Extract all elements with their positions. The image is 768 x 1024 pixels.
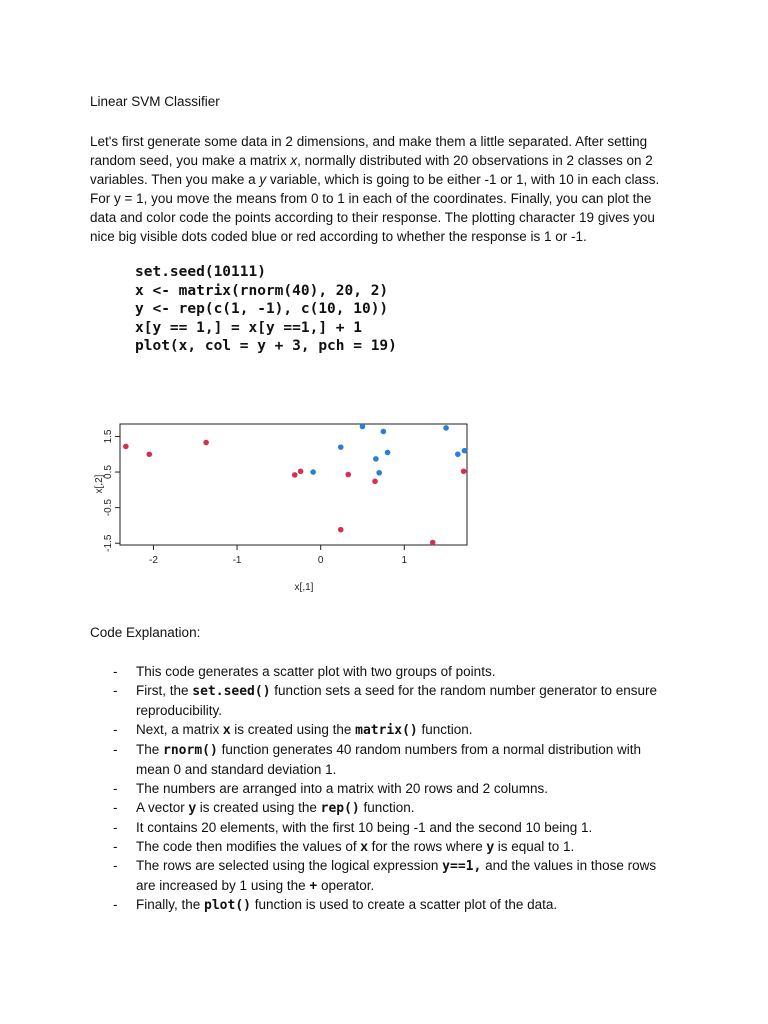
data-point-blue [385, 450, 391, 456]
x-tick-label: 0 [317, 555, 324, 566]
inline-code: plot() [204, 898, 251, 913]
code-line: x <- matrix(rnorm(40), 20, 2) [135, 282, 389, 299]
list-item [113, 895, 673, 915]
inline-code: rnorm() [163, 743, 218, 758]
bold-term: y [188, 800, 197, 815]
intro-text-2: , normally distributed with 20 observations in 2 classes on 2 variables. Then you make a [90, 153, 653, 187]
bold-term: + [309, 878, 318, 893]
bullet-text: function generates 40 random numbers from a normal distribution with mean 0 and standard deviation 1. [136, 742, 642, 777]
data-point-blue [360, 424, 366, 430]
y-tick-label: -1.5 [103, 534, 114, 552]
y-tick-label: 0.5 [103, 465, 114, 479]
intro-var-x: x [290, 153, 298, 168]
bullet-text: function. [359, 800, 415, 815]
intro-var-y: y [259, 172, 267, 187]
data-point-red [146, 451, 152, 457]
x-axis-label: x[,1] [294, 582, 314, 593]
code-line: plot(x, col = y + 3, pch = 19) [135, 338, 397, 354]
inline-code: matrix() [355, 723, 418, 738]
y-axis-label: x[,2] [94, 474, 105, 494]
explanation-list [113, 662, 673, 915]
data-point-blue [455, 451, 461, 457]
list-item [113, 856, 673, 895]
page-title: Linear SVM Classifier [90, 94, 220, 109]
data-point-blue [373, 456, 379, 462]
bullet-text: is equal to 1. [493, 839, 575, 854]
x-tick-label: 1 [401, 555, 408, 566]
list-item [113, 818, 673, 837]
bullet-text: function sets a seed for the random number generator to ensure reproducibility. [136, 683, 658, 718]
bullet-text: operator. [317, 878, 375, 893]
data-point-blue [310, 469, 316, 475]
bold-term: x [223, 722, 231, 737]
list-item [113, 740, 673, 779]
bullet-text: function is used to create a scatter plot of the data. [251, 897, 558, 912]
list-item [113, 779, 673, 798]
data-point-red [292, 472, 298, 478]
x-tick-label: -1 [232, 555, 242, 566]
data-point-blue [381, 429, 387, 435]
x-tick-label: -2 [148, 555, 158, 566]
bullet-text: The numbers are arranged into a matrix with 20 rows and 2 columns. [136, 781, 548, 796]
data-point-blue [338, 444, 344, 450]
data-point-red [372, 478, 378, 484]
data-point-red [338, 527, 344, 533]
inline-code: y==1, [442, 859, 482, 874]
data-point-red [461, 469, 467, 475]
data-point-blue [443, 425, 449, 431]
list-item [113, 681, 673, 720]
data-point-red [203, 440, 209, 446]
bullet-text: The [136, 742, 164, 757]
code-block [135, 263, 397, 356]
bullet-text: Next, a matrix [136, 722, 224, 737]
data-point-red [298, 469, 304, 475]
bullet-text: for the rows where [367, 839, 487, 854]
code-line: set.seed(10111) [135, 264, 266, 280]
bullet-text: A vector [136, 800, 189, 815]
bullet-text: function. [417, 722, 473, 737]
bullet-text: Finally, the [136, 897, 205, 912]
data-point-blue [462, 448, 468, 454]
y-axis-ticks [103, 429, 120, 552]
bullet-text: is created using the [196, 800, 321, 815]
x-axis-ticks [149, 545, 408, 566]
inline-code: rep() [320, 801, 360, 816]
bold-term: y [486, 839, 494, 854]
data-points [123, 424, 467, 546]
bullet-text: First, the [136, 683, 193, 698]
data-point-red [430, 540, 436, 546]
scatter-plot [85, 415, 485, 600]
y-tick-label: 1.5 [103, 429, 114, 444]
intro-text-3: variable, which is going to be either -1 or 1, with 10 in each class. For y = 1, you move the means from 0 to 1 in each of the coordinates. Finally, you can plot the data and color code the points according to their response. The plotting character 19 gives you nice big visible dots coded blue or red according to whether the response is 1 or -1. [90, 172, 660, 244]
list-item [113, 837, 673, 856]
intro-text-1: Let's first generate some data in 2 dimensions, and make them a little separated. After setting random seed, you make a matrix [90, 134, 648, 168]
data-point-blue [376, 470, 382, 476]
bullet-text: The rows are selected using the logical expression [136, 858, 443, 873]
inline-code: set.seed() [192, 684, 271, 699]
bullet-text: This code generates a scatter plot with two groups of points. [136, 664, 496, 679]
bullet-text: and the values in those rows are increased by 1 using the [136, 858, 657, 893]
list-item [113, 798, 673, 818]
y-tick-label: -0.5 [103, 499, 114, 517]
plot-frame [120, 424, 467, 545]
bullet-text: The code then modifies the values of [136, 839, 361, 854]
intro-paragraph [90, 132, 680, 246]
bullet-text: It contains 20 elements, with the first 10 being -1 and the second 10 being 1. [136, 820, 593, 835]
data-point-red [123, 444, 129, 450]
list-item [113, 662, 673, 681]
bullet-text: is created using the [230, 722, 356, 737]
section-title: Code Explanation: [90, 625, 201, 640]
data-point-red [345, 472, 351, 478]
code-line: y <- rep(c(1, -1), c(10, 10)) [135, 301, 389, 317]
code-line: x[y == 1,] = x[y ==1,] + 1 [135, 319, 362, 336]
bold-term: x [360, 839, 368, 854]
list-item [113, 720, 673, 740]
